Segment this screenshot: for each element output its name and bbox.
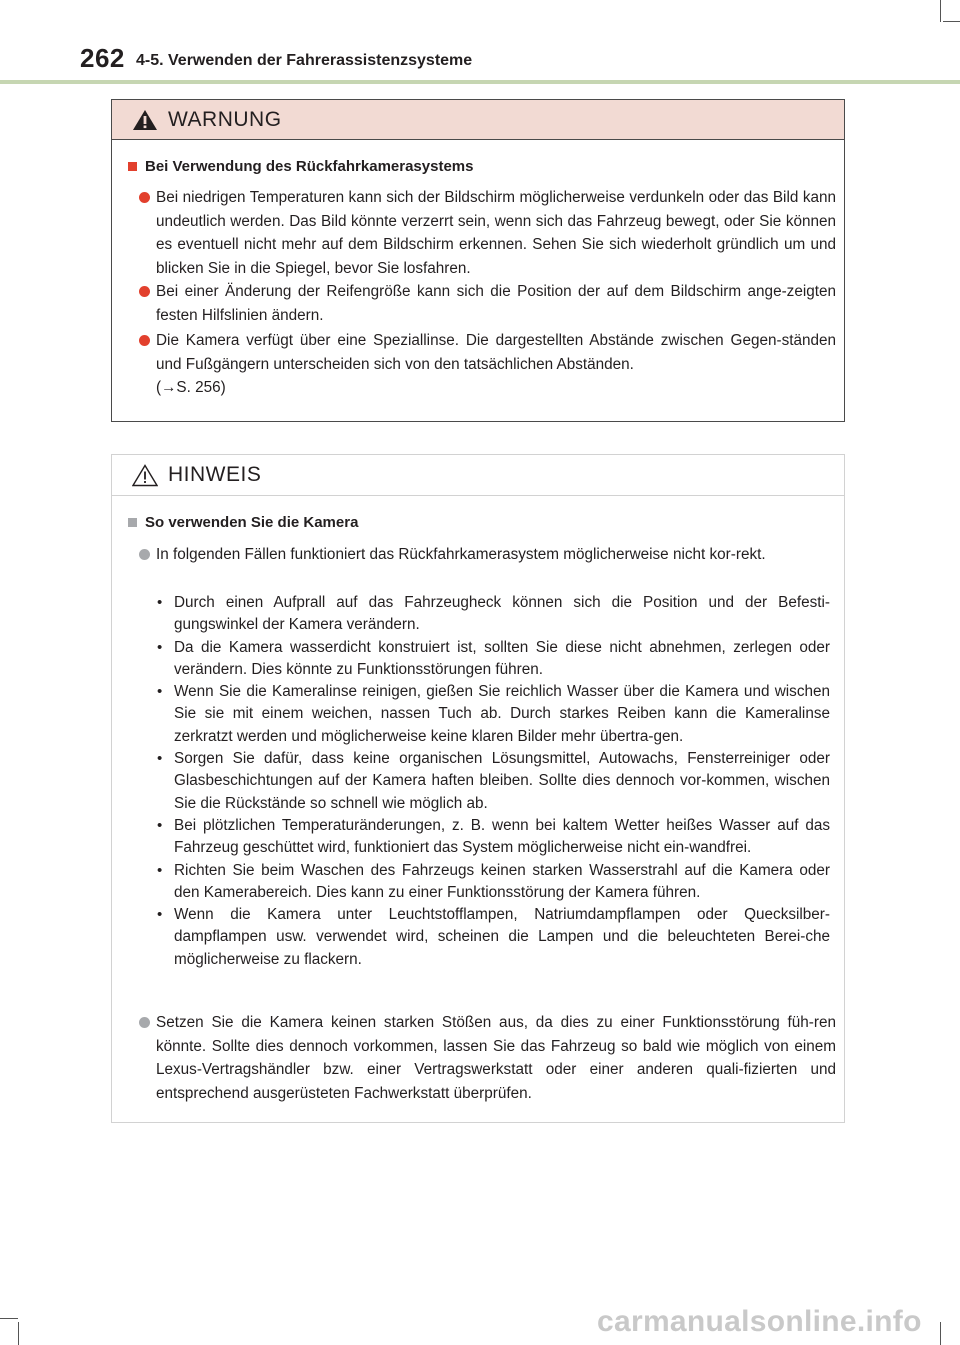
hint-intro-text: In folgenden Fällen funktioniert das Rückfahrkamerasystem möglicherweise nicht kor-rekt.: [156, 546, 766, 563]
crop-mark: [18, 1322, 19, 1345]
red-bullet-icon: [139, 286, 150, 297]
warning-title: WARNUNG: [168, 107, 282, 131]
warning-bullet: [139, 186, 836, 280]
warning-triangle-icon: [132, 109, 158, 131]
hint-final-text: Setzen Sie die Kamera keinen starken Stößen aus, da dies zu einer Funktionsstörung füh-ren könnte. Sollte dies dennoch vorkommen, lassen Sie das Fahrzeug so bald wie möglich von einem Lexus-Vertragshändler bzw. einer Vertragswerkstatt oder einer anderen quali-fizierten und entsprechend ausgerüsteten Fachwerkstatt überprüfen.: [156, 1014, 836, 1102]
grey-bullet-icon: [139, 1017, 150, 1028]
hint-subheading: [128, 514, 358, 531]
hint-header: [112, 455, 844, 496]
section-title: 4-5. Verwenden der Fahrerassistenzsysteme: [136, 52, 473, 69]
warning-bullet: [139, 280, 836, 327]
red-bullet-icon: [139, 192, 150, 203]
warning-bullet: [139, 329, 836, 400]
hint-title: HINWEIS: [168, 463, 262, 486]
header-divider: [0, 80, 960, 84]
warning-subheading: [128, 158, 473, 175]
hint-sublist: [157, 592, 830, 971]
red-square-icon: [128, 162, 137, 171]
warning-bullet-text: Bei niedrigen Temperaturen kann sich der Bildschirm möglicherweise verdunkeln oder das Bild kann undeutlich werden. Das Bild könnte verzerrt sein, wenn sich das Fahrzeug bewegt, oder Sie können es eventuell nicht mehr auf dem Bildschirm erkennen. Sehen Sie sich wiederholt gründlich um und blicken Sie in die Spiegel, bevor Sie losfahren.: [156, 189, 836, 277]
list-item: • Richten Sie beim Waschen des Fahrzeugs keinen starken Wasserstrahl auf die Kamera oder den Kamerabereich. Dies kann zu einer Funktionsstörung der Kamera führen.: [157, 860, 830, 905]
grey-bullet-icon: [139, 549, 150, 560]
hint-box: [111, 454, 845, 1123]
hint-bullet: [139, 1011, 836, 1105]
hint-subheading-text: So verwenden Sie die Kamera: [145, 514, 359, 531]
list-item: • Durch einen Aufprall auf das Fahrzeugheck können sich die Position und der Befesti-gungswinkel der Kamera verändern.: [157, 592, 830, 637]
warning-box: [111, 99, 845, 422]
watermark: carmanualsonline.info: [597, 1305, 922, 1338]
caution-triangle-outline-icon: [132, 464, 158, 487]
list-item: • Da die Kamera wasserdicht konstruiert ist, sollten Sie diese nicht abnehmen, zerlegen oder verändern. Dies könnte zu Funktionsstörungen führen.: [157, 637, 830, 682]
red-bullet-icon: [139, 335, 150, 346]
crop-mark: [0, 1318, 18, 1319]
list-item: • Sorgen Sie dafür, dass keine organischen Lösungsmittel, Autowachs, Fensterreiniger oder Glasbeschichtungen auf der Kamera haften bleiben. Sollte dies dennoch vor-kommen, wischen Sie die Rückstände so schnell wie möglich ab.: [157, 748, 830, 815]
crop-mark: [943, 21, 960, 22]
warning-bullet-text: Bei einer Änderung der Reifengröße kann sich die Position der auf dem Bildschirm ange-zeigten festen Hilfslinien ändern.: [156, 283, 836, 324]
crop-mark: [940, 1322, 941, 1345]
warning-header: [112, 100, 844, 140]
list-item: • Bei plötzlichen Temperaturänderungen, z. B. wenn bei kaltem Wetter heißes Wasser auf das Fahrzeug geschüttet wird, funktioniert das System möglicherweise nicht ein-wandfrei.: [157, 815, 830, 860]
warning-bullet-text: Die Kamera verfügt über eine Speziallinse. Die dargestellten Abstände zwischen Gegen-ständen und Fußgängern unterscheiden sich von den tatsächlichen Abständen.: [156, 332, 836, 373]
page-number: 262: [80, 43, 125, 73]
warning-subheading-text: Bei Verwendung des Rückfahrkamerasystems: [145, 158, 474, 175]
page-reference: (→S. 256): [156, 379, 226, 396]
hint-bullet: [139, 543, 836, 567]
grey-square-icon: [128, 518, 137, 527]
list-item: • Wenn die Kamera unter Leuchtstofflampen, Natriumdampflampen oder Quecksilber-dampflampen usw. verwendet wird, scheinen die Lampen und die beleuchteten Berei-che möglicherweise zu flackern.: [157, 904, 830, 971]
crop-mark: [940, 0, 941, 22]
list-item: • Wenn Sie die Kameralinse reinigen, gießen Sie reichlich Wasser über die Kamera und wischen Sie sie mit einem weichen, nassen Tuch ab. Durch starkes Reiben kann die Kameralinse zerkratzt werden und möglicherweise keine klaren Bilder mehr übertra-gen.: [157, 681, 830, 748]
